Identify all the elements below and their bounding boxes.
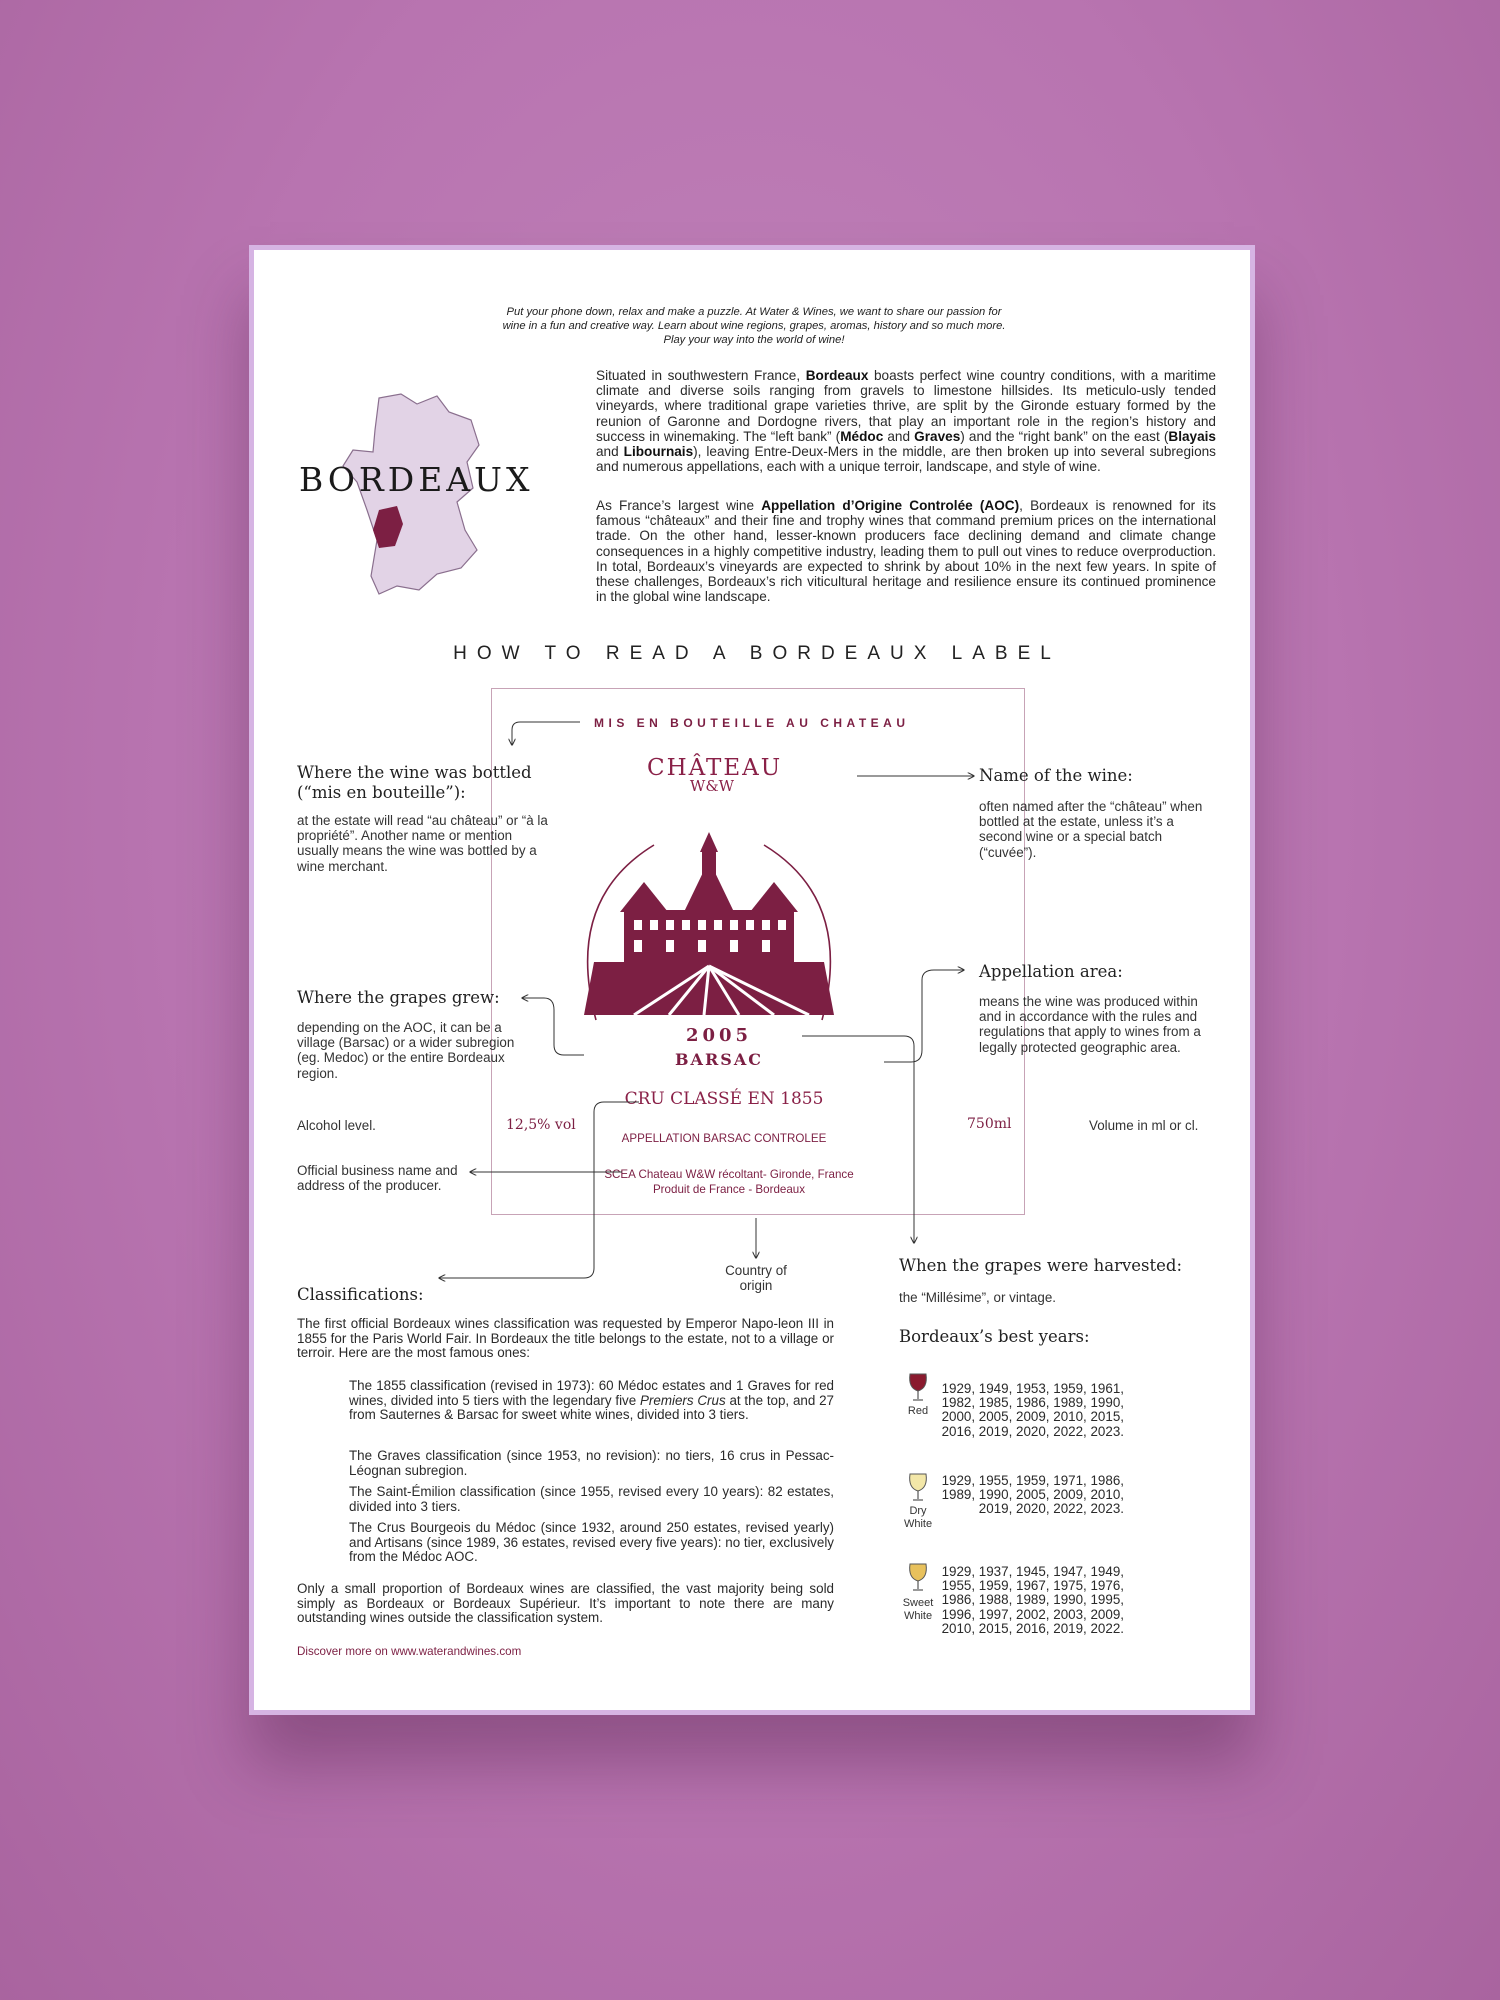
vintage-year: 2005	[685, 1025, 753, 1046]
dry-white-label: Dry White	[903, 1505, 933, 1530]
appellation-name: BARSAC	[675, 1050, 763, 1069]
intro-text: Put your phone down, relax and make a puzzle. At Water & Wines, we want to share our passion for wine in a fun and creative way. Learn about wine regions, grapes, aromas, history and so much more. Play your way into the world of wine!	[502, 306, 1006, 346]
business-note: Official business name and address of the producer.	[297, 1163, 458, 1194]
classification-item: The Saint-Émilion classification (since 1955, revised every 10 years): 82 estates, divided into 3 tiers.	[349, 1484, 834, 1514]
classification-item: The Graves classification (since 1953, no revision): no tiers, 16 crus in Pessac-Léognan subregion.	[349, 1448, 834, 1478]
dry-white-years: 1929, 1955, 1959, 1971, 1986, 1989, 1990, 2005, 2009, 2010, 2019, 2020, 2022, 2023.	[941, 1473, 1124, 1517]
sweet-white-years: 1929, 1937, 1945, 1947, 1949, 1955, 1959, 1967, 1975, 1976, 1986, 1988, 1989, 1990, 1995, 1996, 1997, 2002, 2003, 2009, 2010, 2015, 2016, 2019, 2022.	[941, 1564, 1124, 1636]
volume-value: 750ml	[967, 1116, 1012, 1132]
bottled-at-chateau-text: MIS EN BOUTEILLE AU CHATEAU	[594, 716, 910, 730]
best-years-title: Bordeaux’s best years:	[899, 1327, 1090, 1346]
alcohol-value: 12,5% vol	[506, 1117, 576, 1133]
red-years: 1929, 1949, 1953, 1959, 1961, 1982, 1985, 1986, 1989, 1990, 2000, 2005, 2009, 2010, 2015, 2016, 2019, 2020, 2022, 2023.	[941, 1381, 1124, 1439]
aoc-paragraph: As France’s largest wine Appellation d’Origine Controlée (AOC), Bordeaux is renowned for its famous “châteaux” and their fine and trophy wines that command premium prices on the international trade. On the other hand, lesser-known producers face declining demand and climate change consequences in a highly competitive industry, leading them to pull out vines to reduce overproduction. In total, Bordeaux’s vineyards are expected to shrink by about 10% in the next few years. In spite of these challenges, Bordeaux’s rich viticultural heritage and resilience ensure its continued prominence in the global wine landscape.	[596, 498, 1216, 605]
appellation-controlee: APPELLATION BARSAC CONTROLEE	[621, 1132, 827, 1145]
appellation-title: Appellation area:	[979, 962, 1123, 981]
chateau-name: CHÂTEAU	[647, 755, 783, 781]
volume-note: Volume in ml or cl.	[1089, 1118, 1199, 1133]
chateau-brand: W&W	[689, 777, 735, 795]
harvest-body: the “Millésime”, or vintage.	[899, 1290, 1057, 1305]
country-note: Country of origin	[725, 1263, 787, 1294]
bottled-body: at the estate will read “au château” or “à la propriété”. Another name or mention usually means the wine was bottled by a wine merchant.	[297, 813, 548, 874]
classification-text: CRU CLASSÉ EN 1855	[624, 1089, 824, 1109]
red-label: Red	[907, 1405, 929, 1417]
name-title: Name of the wine:	[979, 766, 1133, 785]
grapes-body: depending on the AOC, it can be a village (Barsac) or a wider subregion (eg. Medoc) or the entire Bordeaux region.	[297, 1020, 515, 1081]
name-body: often named after the “château” when bottled at the estate, unless it’s a second wine or a special batch (“cuvée”).	[979, 799, 1203, 860]
grapes-title: Where the grapes grew:	[297, 988, 500, 1007]
harvest-title: When the grapes were harvested:	[899, 1256, 1183, 1275]
classification-item: The Crus Bourgeois du Médoc (since 1932, around 250 estates, revised yearly) and Artisans (since 1989, 36 estates, revised every five years): no tier, exclusively from the Médoc AOC.	[349, 1520, 834, 1565]
classifications-outro: Only a small proportion of Bordeaux wines are classified, the vast majority being sold simply as Bordeaux or Bordeaux Supérieur. It’s important to note there are many outstanding wines outside the classification system.	[297, 1581, 834, 1626]
alcohol-note: Alcohol level.	[297, 1118, 376, 1133]
sweet-white-label: Sweet White	[902, 1597, 934, 1622]
bottled-title: Where the wine was bottled (“mis en bouteille”):	[297, 763, 532, 802]
section-title: HOW TO READ A BORDEAUX LABEL	[453, 643, 1061, 664]
classification-item: The 1855 classification (revised in 1973): 60 Médoc estates and 1 Graves for red wines, divided into 5 tiers with the legendary five Premiers Crus at the top, and 27 from Sauternes & Barsac for sweet white wines, divided into 3 tiers.	[349, 1378, 834, 1423]
producer-address: SCEA Chateau W&W récoltant- Gironde, France Produit de France - Bordeaux	[604, 1168, 854, 1196]
website-link[interactable]: Discover more on www.waterandwines.com	[297, 1645, 522, 1658]
region-title: BORDEAUX	[299, 460, 534, 499]
classifications-intro: The first official Bordeaux wines classification was requested by Emperor Napo-leon III in 1855 for the Paris World Fair. In Bordeaux the title belongs to the estate, not to a village or terroir. Here are the most famous ones:	[297, 1316, 834, 1361]
classifications-title: Classifications:	[297, 1285, 424, 1304]
puzzle-poster	[249, 245, 1255, 1715]
appellation-body: means the wine was produced within and in accordance with the rules and regulations that apply to wines from a legally protected geographic area.	[979, 994, 1201, 1055]
intro-paragraph: Situated in southwestern France, Bordeaux boasts perfect wine country conditions, with a maritime climate and diverse soils ranging from gravels to limestone hillsides. Its meticulo-usly tended vineyards, where traditional grape varieties thrive, are split by the Gironde estuary formed by the reunion of Garonne and Dordogne rivers, that play an important role in the region’s history and success in winemaking. The “left bank” (Médoc and Graves) and the “right bank” on the east (Blayais and Libournais), leaving Entre-Deux-Mers in the middle, are then broken up into several subregions and numerous appellations, each with a unique terroir, landscape, and style of wine.	[596, 368, 1216, 475]
